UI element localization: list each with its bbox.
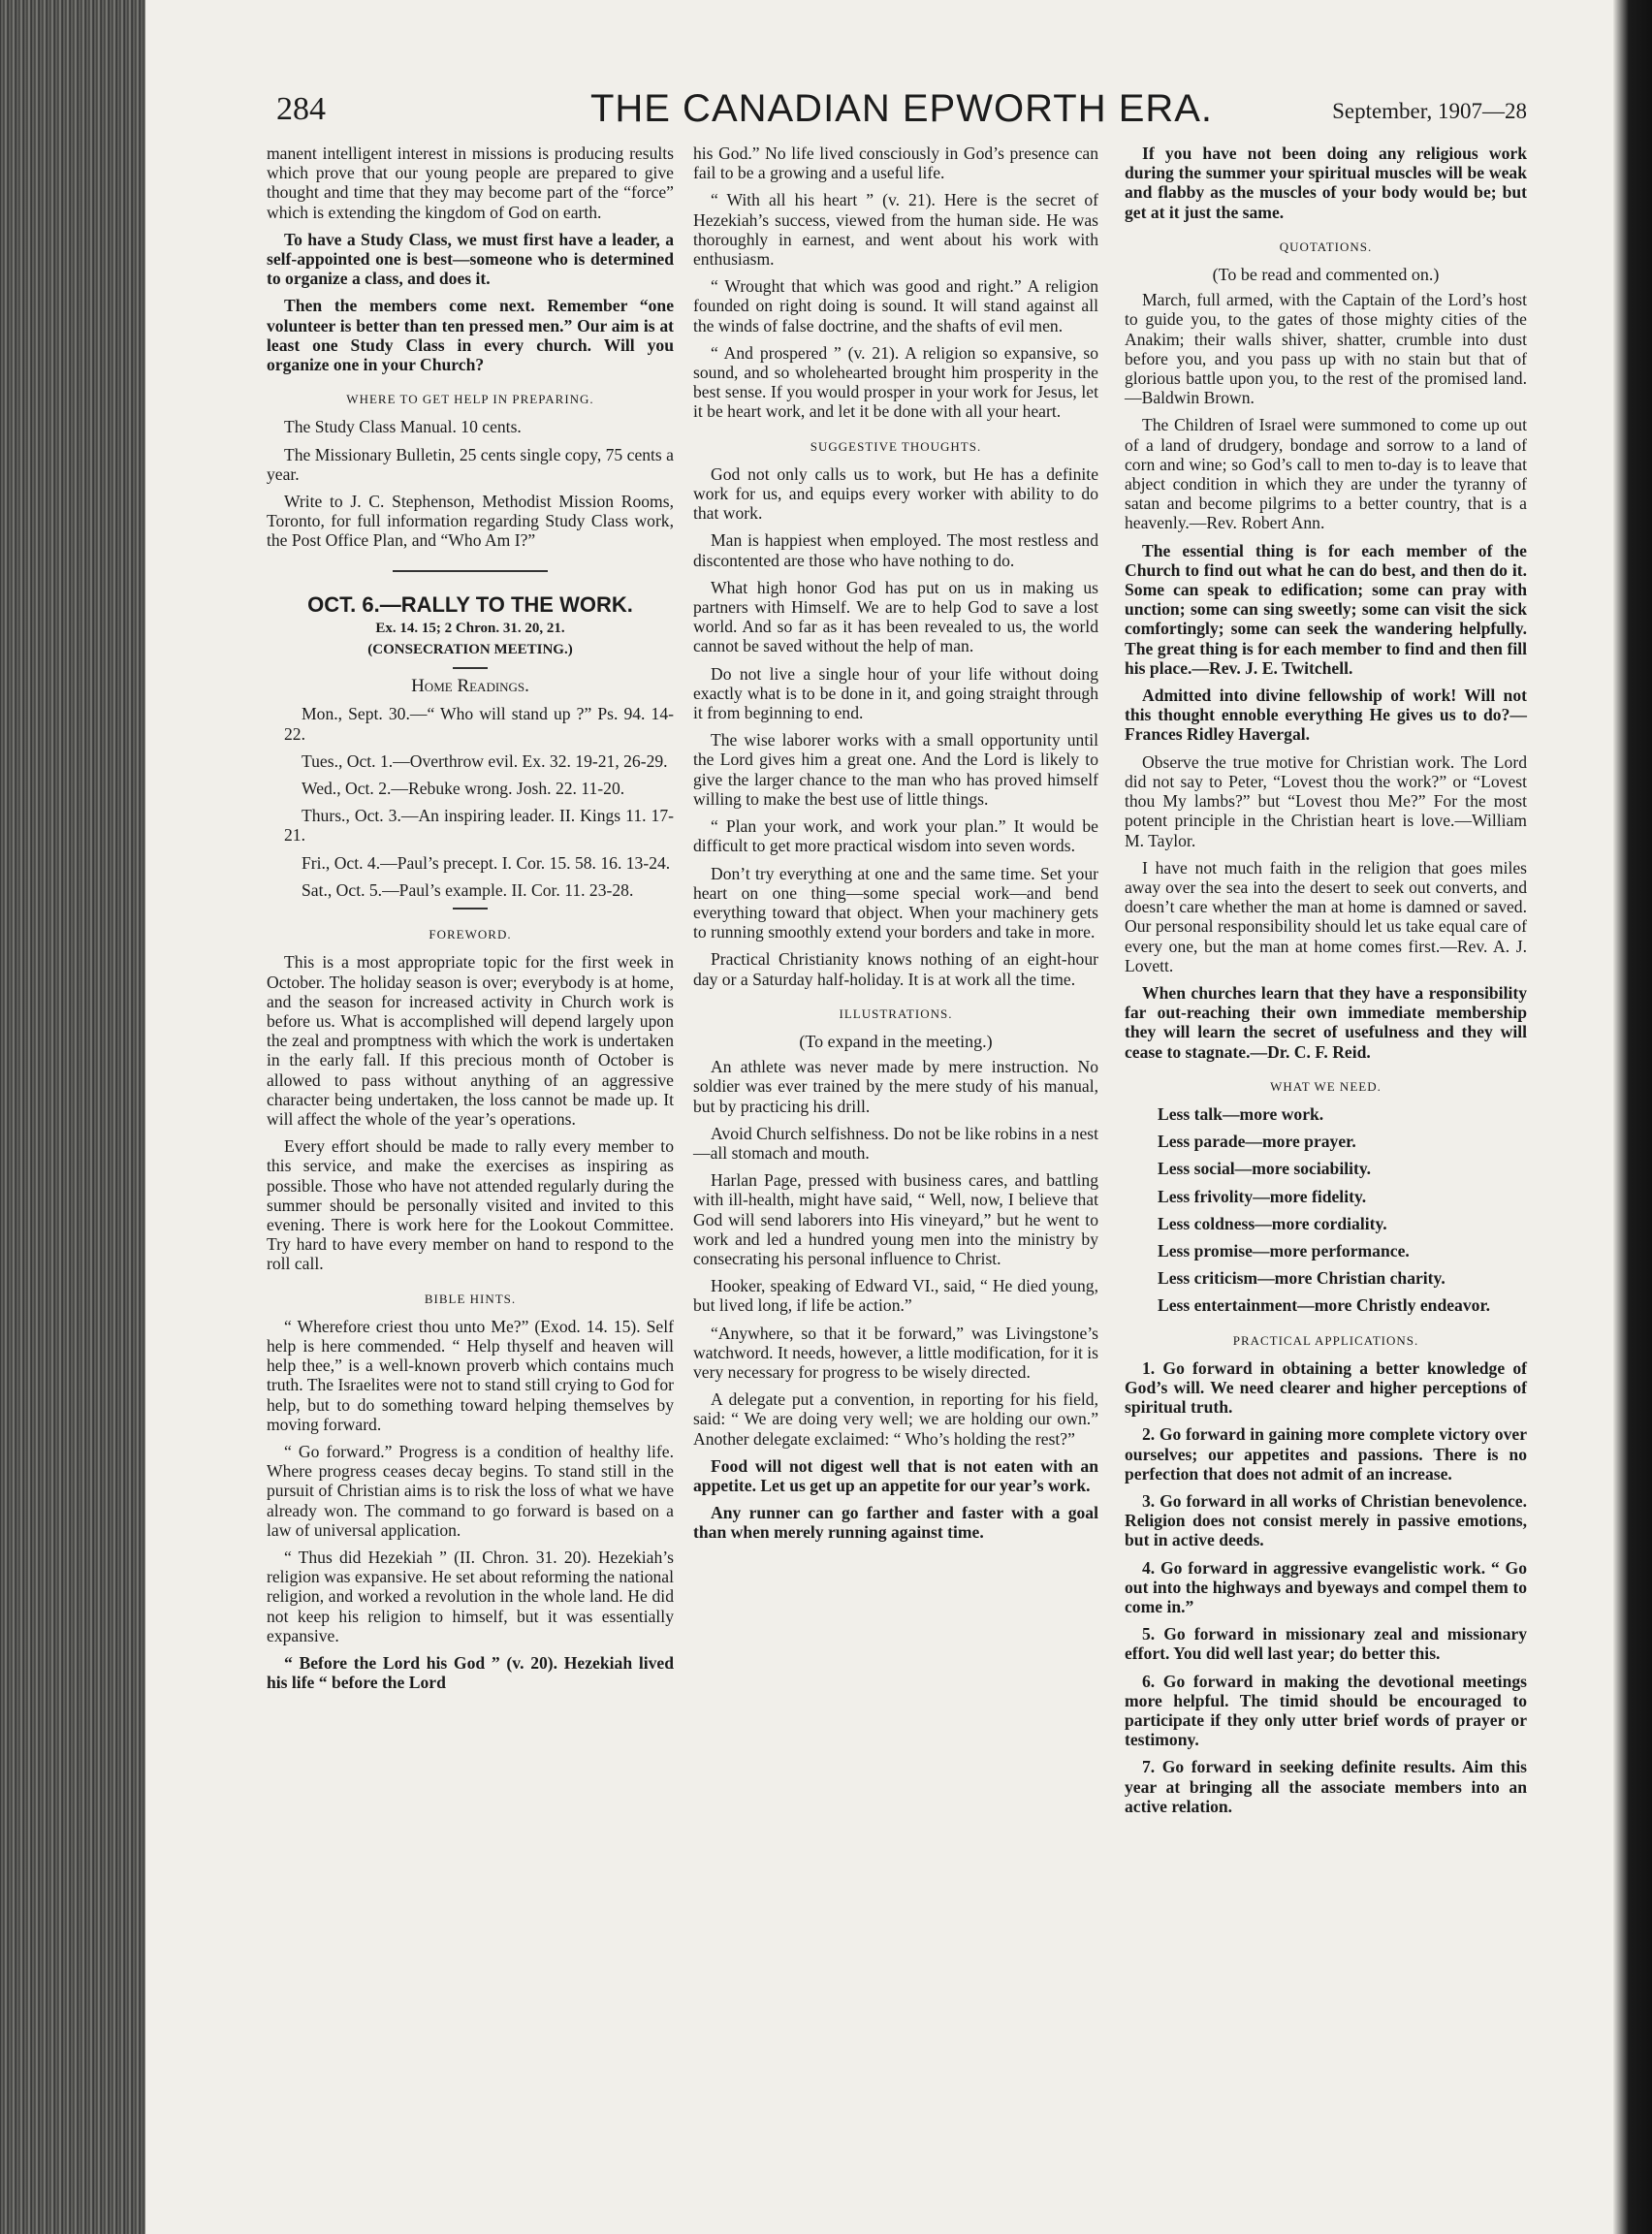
application-item: 4. Go forward in aggressive evangelistic work. “ Go out into the highways and byeways and compel them to come in.”: [1125, 1557, 1527, 1616]
need-item: Less parade—more prayer.: [1158, 1132, 1356, 1152]
paragraph: Admitted into divine fellowship of work! Will not this thought ennoble everything He gives us to do?—Frances Ridley Havergal.: [1125, 686, 1527, 745]
need-item: Less frivolity—more fidelity.: [1158, 1186, 1367, 1206]
lesson-reference: Ex. 14. 15; 2 Chron. 31. 20, 21.: [375, 620, 565, 636]
paragraph: Don’t try everything at one and the same time. Set your heart on one thing—some special work—and bend everything toward that object. When your machinery gets to running smoothly extend your borders and take in more.: [693, 863, 1098, 942]
paragraph: Harlan Page, pressed with business cares, and battling with ill-health, might have said, “ Well, now, I believe that God will send laborers into His vineyard,” but he went to work and led a hundred young men into the ministry by consecrating his personal influence to Christ.: [693, 1170, 1098, 1268]
section-heading: FOREWORD.: [429, 927, 512, 942]
paragraph: The Children of Israel were summoned to come up out of a land of drudgery, bondage and sorrow to a land of corn and wine; so God’s call to men to-day is to leave that abject condition in which they are under the tyranny of satan and become pilgrims to a better country, that is a heavenly.—Rev. Robert Ann.: [1125, 415, 1527, 533]
help-line: Write to J. C. Stephenson, Methodist Mission Rooms, Toronto, for full information regarding Study Class work, the Post Office Plan, and “Who Am I?”: [267, 492, 674, 551]
home-readings-heading: Home Readings.: [411, 676, 529, 697]
reading-item: Mon., Sept. 30.—“ Who will stand up ?” Ps. 94. 14-22.: [284, 704, 674, 744]
paragraph: “ Plan your work, and work your plan.” It would be difficult to get more practical wisdom into seven words.: [693, 816, 1098, 856]
application-item: 5. Go forward in missionary zeal and missionary effort. You did well last year; do better this.: [1125, 1624, 1527, 1664]
page-header: [276, 87, 1527, 136]
paragraph: “ With all his heart ” (v. 21). Here is the secret of Hezekiah’s success, viewed from the human side. He was thoroughly in earnest, and went about his work with enthusiasm.: [693, 190, 1098, 270]
reading-item: Tues., Oct. 1.—Overthrow evil. Ex. 32. 19-21, 26-29.: [302, 750, 668, 771]
section-heading: SUGGESTIVE THOUGHTS.: [810, 438, 982, 454]
reading-item: Thurs., Oct. 3.—An inspiring leader. II. Kings 11. 17-21.: [284, 806, 674, 846]
paragraph: manent intelligent interest in missions is producing results which prove that our young people are prepared to give thought and time that they may become part of the “force” which is extending the kingdom of God on earth.: [267, 144, 674, 222]
paragraph: I have not much faith in the religion that goes miles away over the sea into the desert to seek out converts, and doesn’t care whether the man at home is damned or saved. Our personal responsibility should let us take equal care of every one, but the man at home comes first.—Rev. A. J. Lovett.: [1125, 857, 1527, 975]
paragraph: This is a most appropriate topic for the first week in October. The holiday season is over; everybody is at home, and the season for increased activity in Church work is before us. What is accomplished will depend largely upon the zeal and promptness with which the work is undertaken in the early fall. If this precious month of October is allowed to pass without anything of an aggressive character being undertaken, the loss cannot be made up. It will affect the whole of the year’s operations.: [267, 952, 674, 1129]
column-1: [267, 144, 674, 1700]
section-heading: ILLUSTRATIONS.: [839, 1005, 953, 1021]
next-page-edge: [1613, 0, 1652, 2234]
paragraph: Food will not digest well that is not eaten with an appetite. Let us get up an appetite for our year’s work.: [693, 1455, 1098, 1495]
section-subheading: (To expand in the meeting.): [799, 1031, 993, 1051]
paragraph: The essential thing is for each member of the Church to find out what he can do best, and then do it. Some can speak to edification; some can pray with unction; some can sing sweetly; some can visit the sick comfortingly; some can seek the wandering helpfully. The great thing is for each member to find and then fill his place.—Rev. J. E. Twitchell.: [1125, 540, 1527, 678]
column-2: [693, 144, 1098, 1550]
paragraph: “Anywhere, so that it be forward,” was Livingstone’s watchword. It needs, however, a little modification, for it is very necessary for progress to be wisely directed.: [693, 1323, 1099, 1382]
divider: [393, 570, 548, 572]
paragraph: Avoid Church selfishness. Do not be like robins in a nest—all stomach and mouth.: [693, 1123, 1098, 1163]
paragraph: A delegate put a convention, in reporting for his field, said: “ We are doing very well; we are holding our own.” Another delegate exclaimed: “ Who’s holding the rest?”: [693, 1389, 1098, 1449]
paragraph: Every effort should be made to rally every member to this service, and make the exercises as inspiring as possible. Those who have not attended regularly during the summer should be personally visited and invited to this evening. There is work here for the Lookout Committee. Try hard to have every member on hand to respond to the roll call.: [267, 1136, 674, 1274]
paragraph: The wise laborer works with a small opportunity until the Lord gives him a great one. And the Lord is likely to give the larger chance to the man who has proved himself willing to make the best use of little things.: [693, 730, 1098, 809]
application-item: 2. Go forward in gaining more complete victory over ourselves; our appetites and passions. There is no perfection that does not admit of an increase.: [1125, 1424, 1527, 1484]
paragraph: Do not live a single hour of your life without doing exactly what is to be done in it, and going straight through it from beginning to end.: [693, 663, 1098, 723]
paragraph: “ Go forward.” Progress is a condition of healthy life. Where progress ceases decay begins. To stand still in the pursuit of Christian aims is to risk the loss of what we have already won. The command to go forward is based on a law of universal application.: [267, 1441, 674, 1540]
section-heading: BIBLE HINTS.: [424, 1291, 517, 1306]
paragraph: “ Wrought that which was good and right.” A religion founded on right doing is sound. It will stand against all the winds of false doctrine, and the shafts of evil men.: [693, 276, 1098, 335]
lesson-title: OCT. 6.—RALLY TO THE WORK.: [307, 591, 633, 617]
paragraph: March, full armed, with the Captain of the Lord’s host to guide you, to the gates of those mighty cities of the Anakim; their walls shiver, shatter, crumble into dust before you, and you pass up with no stain but that of glorious battle upon you, to the rest of the promised land.—Baldwin Brown.: [1125, 290, 1527, 408]
reading-item: Wed., Oct. 2.—Rebuke wrong. Josh. 22. 11-20.: [302, 779, 625, 799]
paragraph: “ And prospered ” (v. 21). A religion so expansive, so sound, and so wholehearted brought him prosperity in the best sense. If you would prosper in your work for Jesus, let it be heart work, and let it be done with all your heart.: [693, 342, 1098, 422]
column-3: [1125, 144, 1527, 1824]
paragraph: Practical Christianity knows nothing of an eight-hour day or a Saturday half-holiday. It is at work all the time.: [693, 949, 1098, 989]
journal-page: [145, 0, 1613, 2234]
paragraph: To have a Study Class, we must first have a leader, a self-appointed one is best—someone who is determined to organize a class, and does it.: [267, 229, 674, 289]
section-heading: QUOTATIONS.: [1279, 239, 1373, 254]
book-binding-edge: [0, 0, 145, 2234]
paragraph: Man is happiest when employed. The most restless and discontented are those who have nothing to do.: [693, 530, 1098, 570]
help-line: The Study Class Manual. 10 cents.: [284, 417, 522, 437]
divider: [453, 908, 488, 910]
journal-title: THE CANADIAN EPWORTH ERA.: [589, 87, 1214, 130]
application-item: 7. Go forward in seeking definite results. Aim this year at bringing all the associate members into an active relation.: [1125, 1757, 1527, 1816]
lesson-note: (CONSECRATION MEETING.): [367, 642, 573, 658]
paragraph: “ Wherefore criest thou unto Me?” (Exod. 14. 15). Self help is here commended. “ Help thyself and heaven will help thee,” is a well-known proverb which contains much truth. The Israelites were not to stand still crying to God for help, but to do something toward helping themselves by moving forward.: [267, 1316, 674, 1434]
reading-item: Fri., Oct. 4.—Paul’s precept. I. Cor. 15. 58. 16. 13-24.: [302, 852, 671, 873]
need-item: Less promise—more performance.: [1158, 1240, 1410, 1261]
paragraph: An athlete was never made by mere instruction. No soldier was ever trained by the mere study of his manual, but by practicing his drill.: [693, 1057, 1098, 1116]
paragraph: Any runner can go farther and faster with a goal than when merely running against time.: [693, 1503, 1098, 1543]
issue-date: September, 1907—28: [1332, 99, 1527, 123]
paragraph: When churches learn that they have a responsibility far out-reaching their own immediate membership they will learn the secret of usefulness and they will cease to stagnate.—Dr. C. F. Reid.: [1125, 982, 1527, 1062]
need-item: Less criticism—more Christian charity.: [1158, 1268, 1446, 1289]
paragraph: “ Before the Lord his God ” (v. 20). Hezekiah lived his life “ before the Lord: [267, 1653, 674, 1693]
paragraph: Observe the true motive for Christian work. The Lord did not say to Peter, “Lovest thou the work?” or “Lovest thou My lambs?” but “Lovest thou Me?” For the most potent principle in the Christian heart is love.—William M. Taylor.: [1125, 751, 1527, 850]
paragraph: “ Thus did Hezekiah ” (II. Chron. 31. 20). Hezekiah’s religion was expansive. He set about reforming the national religion, and worked a revolution in the whole land. He did not keep his religion to himself, but it was essentially expansive.: [267, 1547, 674, 1645]
application-item: 3. Go forward in all works of Christian benevolence. Religion does not consist merely in passive emotions, but in active deeds.: [1125, 1490, 1527, 1550]
need-item: Less social—more sociability.: [1158, 1159, 1372, 1179]
need-item: Less entertainment—more Christly endeavor.: [1158, 1295, 1491, 1316]
section-heading: WHERE TO GET HELP IN PREPARING.: [346, 392, 594, 407]
application-item: 1. Go forward in obtaining a better knowledge of God’s will. We need clearer and higher perceptions of spiritual truth.: [1125, 1357, 1527, 1418]
section-heading: PRACTICAL APPLICATIONS.: [1232, 1332, 1419, 1348]
help-line: The Missionary Bulletin, 25 cents single copy, 75 cents a year.: [267, 444, 674, 484]
divider: [453, 667, 488, 669]
page-number: 284: [276, 91, 326, 127]
section-subheading: (To be read and commented on.): [1212, 265, 1440, 285]
section-heading: WHAT WE NEED.: [1270, 1078, 1382, 1094]
reading-item: Sat., Oct. 5.—Paul’s example. II. Cor. 11. 23-28.: [302, 879, 634, 900]
need-item: Less talk—more work.: [1158, 1103, 1324, 1124]
paragraph: If you have not been doing any religious work during the summer your spiritual muscles will be weak and flabby as the muscles of your body would be; but get at it just the same.: [1125, 144, 1527, 222]
paragraph: his God.” No life lived consciously in God’s presence can fail to be a growing and a useful life.: [693, 144, 1098, 183]
need-item: Less coldness—more cordiality.: [1158, 1213, 1387, 1233]
application-item: 6. Go forward in making the devotional meetings more helpful. The timid should be encouraged to participate if they only utter brief words of prayer or testimony.: [1125, 1671, 1527, 1750]
paragraph: God not only calls us to work, but He has a definite work for us, and equips every worker with ability to do that work.: [693, 463, 1098, 524]
paragraph: What high honor God has put on us in making us partners with Himself. We are to help God to save a lost world. And so far as it has been revealed to us, the world cannot be saved without the help of man.: [693, 577, 1098, 656]
paragraph: Hooker, speaking of Edward VI., said, “ He died young, but lived long, if life be action.”: [693, 1276, 1098, 1316]
paragraph: Then the members come next. Remember “one volunteer is better than ten pressed men.” Our aim is at least one Study Class in every church. Will you organize one in your Church?: [267, 296, 674, 375]
